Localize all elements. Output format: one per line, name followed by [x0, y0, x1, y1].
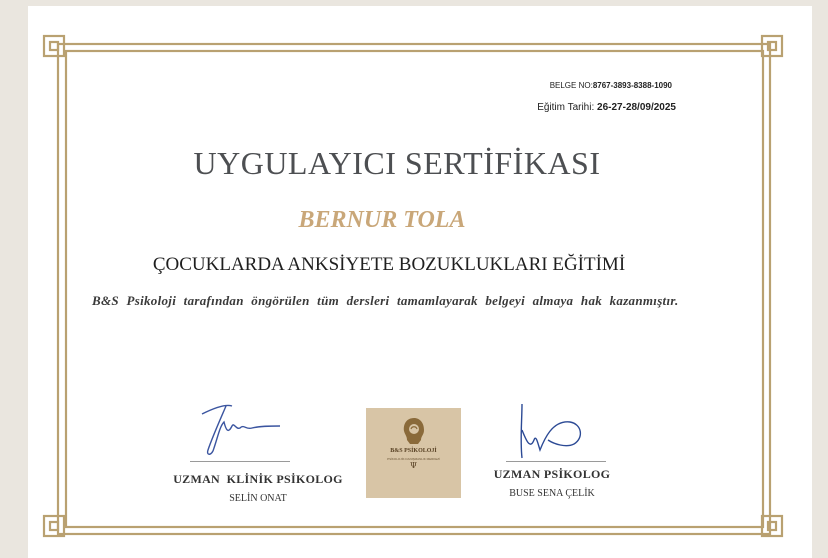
signatory-right — [478, 467, 626, 499]
signature-line-left — [190, 461, 290, 462]
signature-line-right — [506, 461, 606, 462]
document-number — [550, 81, 672, 90]
signature-left — [196, 400, 286, 460]
certificate-title: UYGULAYICI SERTİFİKASI — [193, 145, 601, 181]
signature-right — [512, 400, 592, 460]
recipient-name: BERNUR TOLA — [298, 207, 466, 233]
psi-symbol: Ψ — [409, 461, 417, 470]
training-date-value: 26-27-28/09/2025 — [597, 102, 676, 113]
company-seal — [366, 408, 461, 498]
signatory-left — [160, 472, 356, 504]
training-date-label: Eğitim Tarihi: — [537, 102, 595, 113]
signatory-left-name: SELİN ONAT — [229, 493, 287, 504]
training-date — [537, 102, 676, 113]
head-logo-icon — [401, 416, 427, 446]
document-number-value: 8767-3893-8388-1090 — [592, 81, 672, 90]
signatory-right-role: UZMAN PSİKOLOG — [493, 467, 611, 481]
completion-statement: B&S Psikoloji tarafından öngörülen tüm dersleri tamamlayarak belgeyi almaya hak kazanmıştır. — [92, 293, 679, 308]
signatory-left-role: UZMAN KLİNİK PSİKOLOG — [173, 472, 343, 486]
course-name: ÇOCUKLARDA ANKSİYETE BOZUKLUKLARI EĞİTİMİ — [152, 254, 626, 275]
document-number-label: BELGE NO: — [549, 81, 593, 90]
signatory-right-name: BUSE SENA ÇELİK — [509, 488, 595, 499]
seal-title: B&S PSİKOLOJİ — [390, 448, 437, 454]
seal-subtitle: PSİKOLOJİK DANIŞMANLIK MERKEZİ — [387, 457, 440, 461]
